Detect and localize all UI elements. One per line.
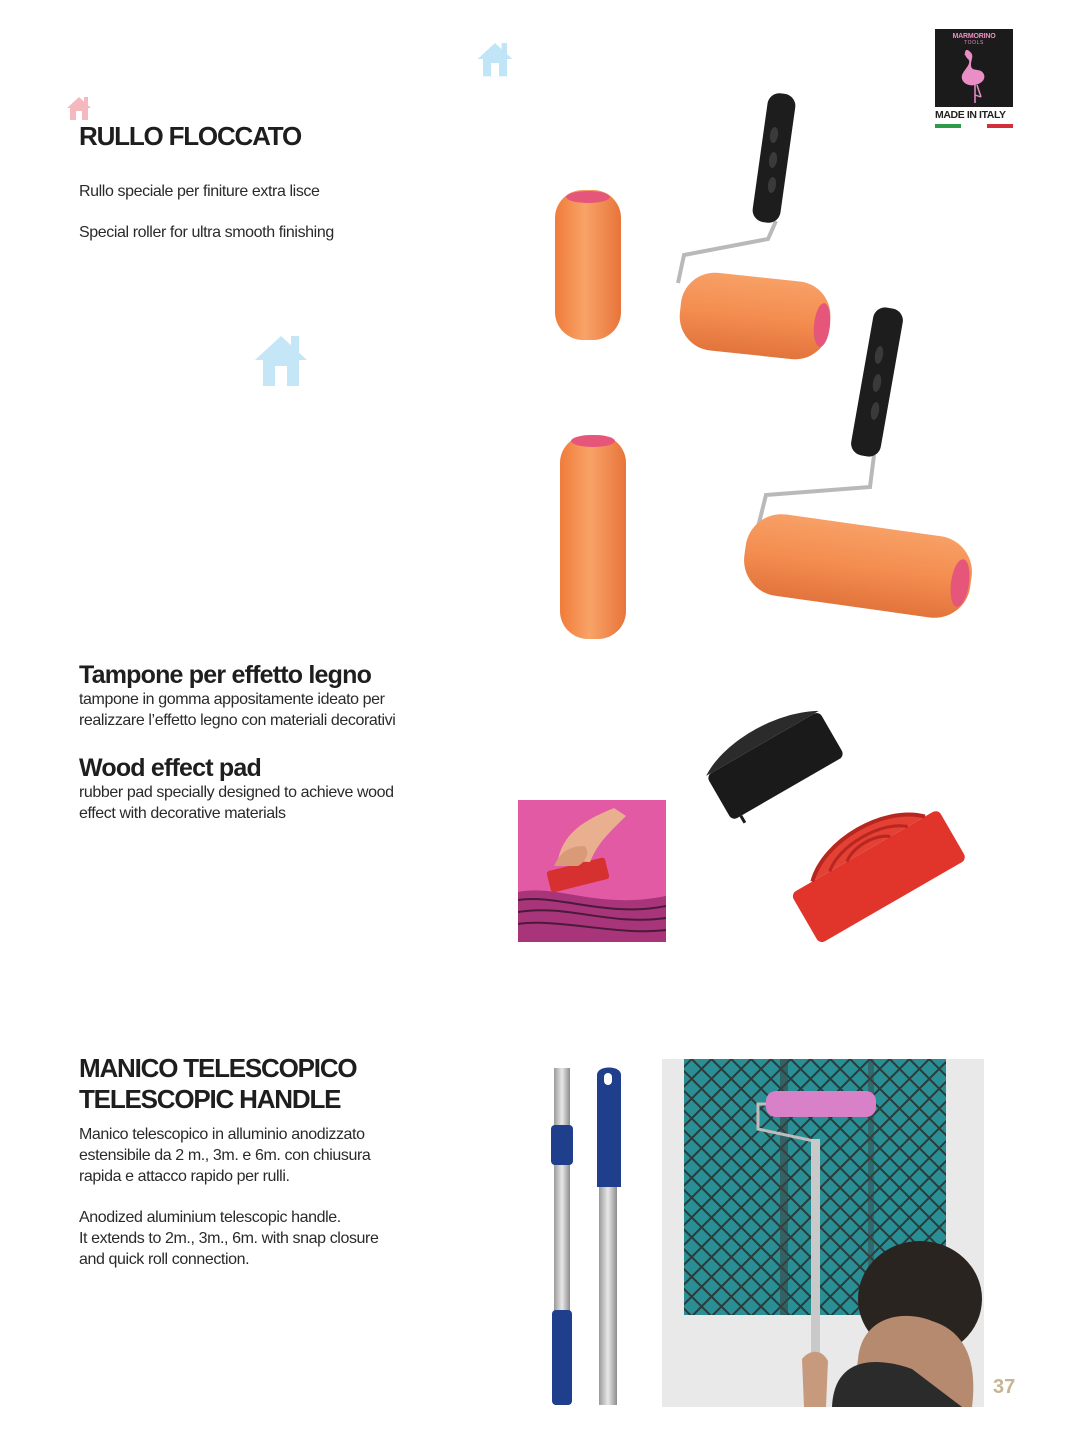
tampone-title-it: Tampone per effetto legno: [79, 661, 372, 689]
home-icon: [251, 332, 311, 388]
page-number: 37: [993, 1376, 1016, 1398]
manico-desc-it-line1: Manico telescopico in alluminio anodizzato: [79, 1126, 365, 1143]
tampone-desc-it-line1: tampone in gomma appositamente ideato per: [79, 691, 385, 708]
tampone-desc-it-line2: realizzare l’effetto legno con materiali decorativi: [79, 712, 396, 729]
home-icon: [475, 40, 515, 78]
logo-subtext: TOOLS: [964, 40, 984, 46]
tampone-desc-en-line1: rubber pad specially designed to achieve wood: [79, 784, 394, 801]
manico-title-line1: MANICO TELESCOPICO: [79, 1053, 357, 1083]
rullo-desc-en: Special roller for ultra smooth finishing: [79, 224, 334, 241]
roller-products-image: [540, 85, 980, 645]
manico-desc-it-line3: rapida e attacco rapido per rulli.: [79, 1168, 290, 1185]
logo-text: MARMORINO: [952, 33, 996, 40]
manico-desc-en-line2: It extends to 2m., 3m., 6m. with snap closure: [79, 1230, 379, 1247]
rubber-pads-image: [700, 700, 970, 950]
telescopic-handles-image: [545, 1065, 635, 1410]
manico-desc-en-line3: and quick roll connection.: [79, 1251, 250, 1268]
rullo-desc-it: Rullo speciale per finiture extra lisce: [79, 183, 320, 200]
manico-desc-en-line1: Anodized aluminium telescopic handle.: [79, 1209, 341, 1226]
manico-desc-it-line2: estensibile da 2 m., 3m. e 6m. con chiusura: [79, 1147, 371, 1164]
painting-photo: [662, 1059, 984, 1407]
rullo-title: RULLO FLOCCATO: [79, 121, 301, 151]
home-icon: [64, 94, 94, 122]
wood-effect-photo: [518, 800, 666, 942]
manico-title-line2: TELESCOPIC HANDLE: [79, 1084, 341, 1114]
tampone-desc-en-line2: effect with decorative materials: [79, 805, 286, 822]
tampone-title-en: Wood effect pad: [79, 754, 261, 782]
made-in-label: MADE IN ITALY: [935, 109, 1006, 121]
